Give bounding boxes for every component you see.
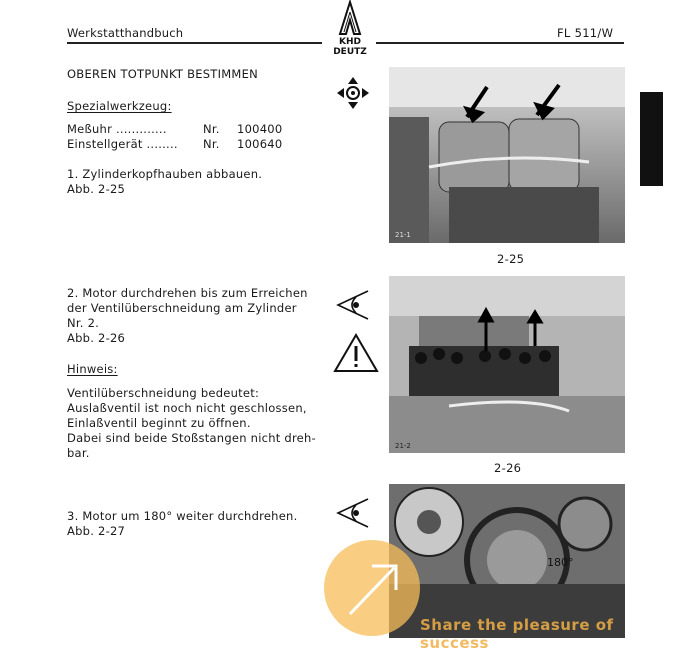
note-line: bar. (67, 446, 90, 460)
eye-icon (334, 289, 370, 321)
tool-row (67, 137, 282, 153)
eye-icon (334, 497, 370, 529)
special-tools-heading: Spezialwerkzeug: (67, 99, 172, 113)
step-2-line-2: der Ventilüberschneidung am Zylinder (67, 301, 297, 315)
tool-name: Meßuhr ............. (67, 122, 167, 136)
document-code: FL 511/W (557, 26, 614, 40)
header-rule-left (67, 42, 322, 44)
step-1-text: 1. Zylinderkopfhauben abbauen. (67, 167, 263, 181)
tool-name: Einstellgerät ........ (67, 137, 178, 151)
figure-2-26-photo (389, 276, 625, 453)
tool-nr-label: Nr. (203, 122, 220, 136)
tool-nr-label: Nr. (203, 137, 220, 151)
figure-angle-label: 180° (547, 556, 574, 569)
watermark-logo (324, 540, 420, 636)
step-3-text: 3. Motor um 180° weiter durchdrehen. (67, 509, 298, 523)
step-3-figure-ref: Abb. 2-27 (67, 524, 126, 538)
step-1-figure-ref: Abb. 2-25 (67, 182, 126, 196)
figure-2-26-caption: 2-26 (494, 461, 522, 475)
target-cross-icon (336, 76, 370, 110)
figure-2-27-photo (389, 484, 625, 638)
watermark-text: Share the pleasure of success (420, 616, 614, 652)
header-title: Werkstatthandbuch (67, 26, 184, 40)
figure-2-25-photo (389, 67, 625, 243)
figure-tag: 21-1 (395, 231, 411, 239)
note-line: Ventilüberschneidung bedeutet: (67, 386, 260, 400)
note-line: Dabei sind beide Stoßstangen nicht dreh- (67, 431, 316, 445)
figure-2-25-caption: 2-25 (497, 252, 525, 266)
note-heading: Hinweis: (67, 362, 118, 376)
step-2-line-1: 2. Motor durchdrehen bis zum Erreichen (67, 286, 308, 300)
step-2-line-3: Nr. 2. (67, 316, 100, 330)
section-title: OBEREN TOTPUNKT BESTIMMEN (67, 67, 258, 81)
chapter-tab-marker (640, 92, 663, 186)
tool-row (67, 122, 282, 138)
logo-text-khd: KHD (339, 37, 361, 47)
tool-number: 100400 (237, 122, 283, 136)
note-line: Einlaßventil beginnt zu öffnen. (67, 416, 251, 430)
figure-tag: 21-2 (395, 442, 411, 450)
khd-deutz-logo (326, 0, 374, 56)
warning-triangle-icon (333, 333, 379, 373)
step-2-figure-ref: Abb. 2-26 (67, 331, 126, 345)
note-line: Auslaßventil ist noch nicht geschlossen, (67, 401, 307, 415)
logo-text-deutz: DEUTZ (333, 47, 367, 57)
header-rule-right (376, 42, 624, 44)
arrow-up-right-icon (324, 540, 420, 636)
tool-number: 100640 (237, 137, 283, 151)
